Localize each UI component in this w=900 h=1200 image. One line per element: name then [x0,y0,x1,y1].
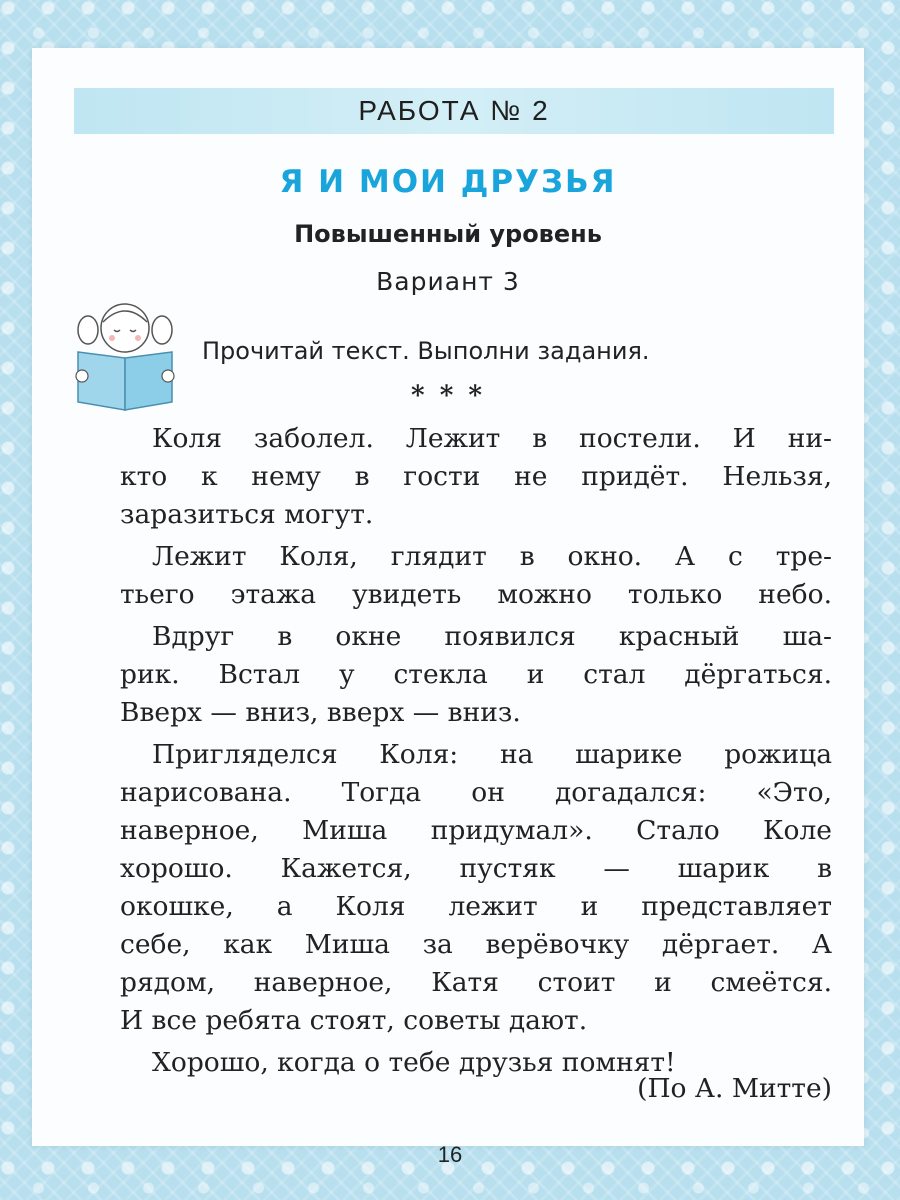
story-line: Хорошо, когда о тебе друзья помнят! [152,1047,676,1078]
author-attribution: (По А. Митте) [637,1073,832,1104]
story-line: хорошо. Кажется, пустяк — шарик в [120,853,832,884]
story-line: Лежит Коля, глядит в окно. А с тре- [152,541,832,572]
story-line: Пригляделся Коля: на шарике рожица [152,739,832,770]
story-line: нарисована. Тогда он догадался: «Это, [120,777,832,808]
story-line: себе, как Миша за верёвочку дёргает. А [120,929,832,960]
story-line: окошке, а Коля лежит и представляет [120,891,832,922]
story-line: заразиться могут. [120,499,374,530]
story-line: кто к нему в гости не придёт. Нельзя, [120,461,832,492]
story-line: наверное, Миша придумал». Стало Коле [120,815,832,846]
story-line: И все ребята стоят, советы дают. [120,1005,588,1036]
story-line: рядом, наверное, Катя стоит и смеётся. [120,967,832,998]
work-label: РАБОТА № 2 [358,95,550,126]
workbook-page [32,48,864,1146]
variant-heading: Вариант 3 [376,267,520,296]
topic-title: Я И МОИ ДРУЗЬЯ [279,164,617,200]
work-banner [74,88,834,134]
story-line: тьего этажа увидеть можно только небо. [120,579,832,610]
story-text [120,420,832,1082]
story-line: рик. Встал у стекла и стал дёргаться. [120,659,832,690]
instruction-text: Прочитай текст. Выполни задания. [202,337,650,365]
story-line: Вверх — вниз, вверх — вниз. [120,697,521,728]
story-line: Коля заболел. Лежит в постели. И ни- [152,423,832,454]
page-number: 16 [437,1142,463,1167]
story-line: Вдруг в окне появился красный ша- [152,621,832,652]
section-separator: * * * [411,381,485,411]
level-heading: Повышенный уровень [294,220,602,248]
